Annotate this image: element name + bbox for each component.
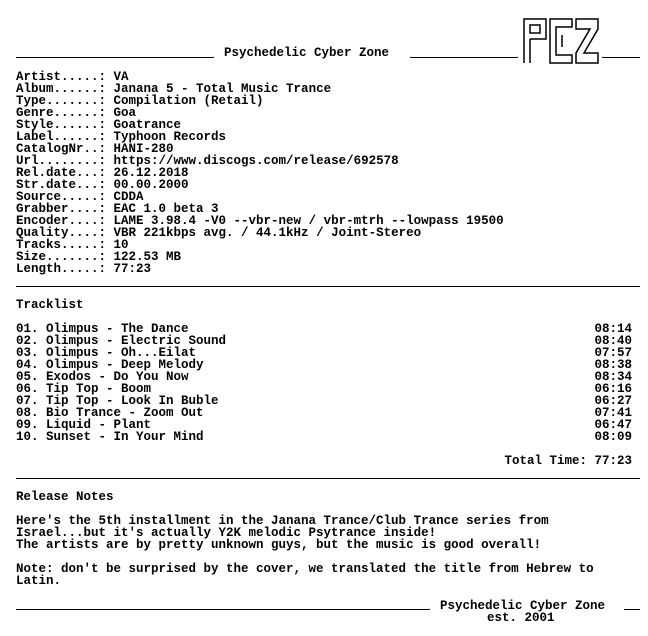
footer-est: est. 2001 (487, 611, 555, 625)
track-time: 08:14 (594, 322, 632, 336)
track-title: 09. Liquid - Plant (16, 418, 152, 432)
tracklist-heading: Tracklist (16, 298, 84, 312)
info-key: Url........: (16, 154, 107, 168)
header-title: Psychedelic Cyber Zone (224, 46, 390, 60)
info-value: Typhoon Records (113, 130, 227, 144)
track-row (16, 431, 632, 443)
info-value: https://www.discogs.com/release/692578 (113, 154, 399, 168)
notes-line: Latin. (16, 574, 62, 588)
info-value: Janana 5 - Total Music Trance (113, 82, 332, 96)
track-time: 06:27 (594, 394, 632, 408)
info-value: LAME 3.98.4 -V0 --vbr-new / vbr-mtrh --lowpass 19500 (113, 214, 504, 228)
info-value: Compilation (Retail) (113, 94, 264, 108)
header-rule-left (16, 57, 214, 58)
info-value: 77:23 (113, 262, 152, 276)
info-key: Rel.date...: (16, 166, 107, 180)
info-value: VBR 221kbps avg. / 44.1kHz / Joint-Stereo (113, 226, 422, 240)
info-value: EAC 1.0 beta 3 (113, 202, 219, 216)
info-key: Encoder....: (16, 214, 107, 228)
info-value: 10 (113, 238, 129, 252)
track-time: 08:34 (594, 370, 632, 384)
info-key: Size.......: (16, 250, 107, 264)
header-rule-mid (410, 57, 518, 58)
info-value: VA (113, 70, 129, 84)
info-row (16, 263, 504, 275)
info-value: 00.00.2000 (113, 178, 189, 192)
info-key: Str.date...: (16, 178, 107, 192)
notes-body (16, 515, 594, 587)
rule-before-tracklist (16, 286, 640, 287)
total-time: Total Time: 77:23 (504, 454, 632, 468)
track-time: 06:16 (594, 382, 632, 396)
header-rule-right (602, 57, 640, 58)
track-time: 08:38 (594, 358, 632, 372)
info-key: Artist.....: (16, 70, 107, 84)
info-value: 26.12.2018 (113, 166, 189, 180)
track-title: 10. Sunset - In Your Mind (16, 430, 204, 444)
track-title: 08. Bio Trance - Zoom Out (16, 406, 204, 420)
track-title: 01. Olimpus - The Dance (16, 322, 189, 336)
info-key: Grabber....: (16, 202, 107, 216)
track-title: 07. Tip Top - Look In Buble (16, 394, 219, 408)
footer-rule-right (624, 609, 640, 610)
info-value: CDDA (113, 190, 144, 204)
track-time: 08:09 (594, 430, 632, 444)
track-time: 07:41 (594, 406, 632, 420)
info-key: Genre......: (16, 106, 107, 120)
track-title: 02. Olimpus - Electric Sound (16, 334, 227, 348)
info-key: Album......: (16, 82, 107, 96)
track-title: 03. Olimpus - Oh...Eilat (16, 346, 197, 360)
track-time: 08:40 (594, 334, 632, 348)
notes-line: The artists are by pretty unknown guys, but the music is good overall! (16, 538, 542, 552)
info-key: CatalogNr..: (16, 142, 107, 156)
track-time: 07:57 (594, 346, 632, 360)
info-key: Length.....: (16, 262, 107, 276)
track-title: 06. Tip Top - Boom (16, 382, 152, 396)
info-key: Quality....: (16, 226, 107, 240)
info-key: Type.......: (16, 94, 107, 108)
info-key: Style......: (16, 118, 107, 132)
pcz-logo (522, 17, 600, 64)
info-value: Goa (113, 106, 137, 120)
track-time: 06:47 (594, 418, 632, 432)
info-value: HANI-280 (113, 142, 174, 156)
notes-heading: Release Notes (16, 490, 114, 504)
footer-title: Psychedelic Cyber Zone (440, 599, 606, 613)
info-value: Goatrance (113, 118, 182, 132)
notes-line: Israel...but it's actually Y2K melodic Psytrance inside! (16, 526, 437, 540)
info-key: Source.....: (16, 190, 107, 204)
track-title: 05. Exodos - Do You Now (16, 370, 189, 384)
notes-line: Here's the 5th installment in the Janana Trance/Club Trance series from (16, 514, 549, 528)
tracklist (16, 323, 632, 443)
rule-before-notes (16, 478, 640, 479)
notes-line: Note: don't be surprised by the cover, we translated the title from Hebrew to (16, 562, 594, 576)
info-value: 122.53 MB (113, 250, 182, 264)
info-key: Label......: (16, 130, 107, 144)
info-key: Tracks.....: (16, 238, 107, 252)
footer-rule-left (16, 609, 430, 610)
info-block (16, 71, 504, 275)
track-title: 04. Olimpus - Deep Melody (16, 358, 204, 372)
